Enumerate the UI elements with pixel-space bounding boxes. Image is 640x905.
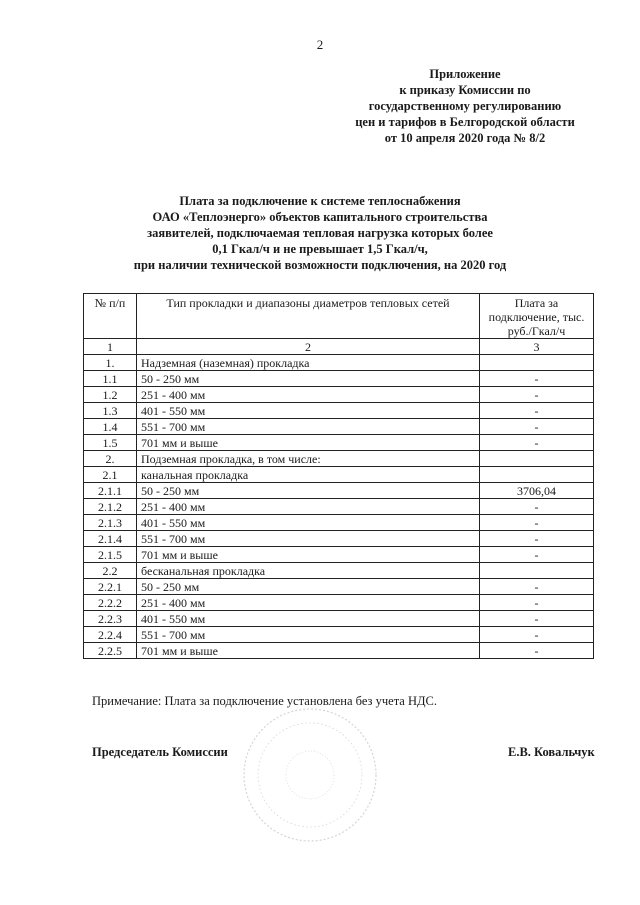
row-fee — [480, 451, 594, 467]
row-type: бесканальная прокладка — [137, 563, 480, 579]
row-fee — [480, 563, 594, 579]
table-row — [84, 595, 594, 611]
row-fee: - — [480, 499, 594, 515]
row-fee: - — [480, 435, 594, 451]
document-title — [110, 193, 530, 273]
row-fee: - — [480, 595, 594, 611]
row-fee: - — [480, 579, 594, 595]
column-number: 3 — [480, 339, 594, 355]
row-type: 50 - 250 мм — [137, 483, 480, 499]
row-type: 701 мм и выше — [137, 643, 480, 659]
column-number: 2 — [137, 339, 480, 355]
row-number: 2.2.5 — [84, 643, 137, 659]
table-row — [84, 483, 594, 499]
row-number: 2. — [84, 451, 137, 467]
title-line: Плата за подключение к системе теплоснабжения — [179, 194, 461, 208]
column-number: 1 — [84, 339, 137, 355]
row-number: 2.2 — [84, 563, 137, 579]
row-number: 2.1.5 — [84, 547, 137, 563]
title-line: 0,1 Гкал/ч и не превышает 1,5 Гкал/ч, — [212, 242, 428, 256]
row-fee: - — [480, 403, 594, 419]
row-fee: - — [480, 515, 594, 531]
appendix-line: от 10 апреля 2020 года № 8/2 — [384, 131, 546, 145]
row-number: 2.2.1 — [84, 579, 137, 595]
title-line: ОАО «Теплоэнерго» объектов капитального строительства — [152, 210, 488, 224]
table-body — [84, 355, 594, 659]
table-header-row — [84, 294, 594, 339]
row-fee: 3706,04 — [480, 483, 594, 499]
row-type: 701 мм и выше — [137, 547, 480, 563]
row-fee — [480, 467, 594, 483]
table-row — [84, 563, 594, 579]
table-row — [84, 515, 594, 531]
appendix-line: государственному регулированию — [368, 99, 562, 113]
row-type: 401 - 550 мм — [137, 611, 480, 627]
table-row — [84, 355, 594, 371]
title-line: заявителей, подключаемая тепловая нагрузка которых более — [147, 226, 493, 240]
table-row — [84, 627, 594, 643]
table-row — [84, 531, 594, 547]
row-type: 50 - 250 мм — [137, 579, 480, 595]
row-type: Надземная (наземная) прокладка — [137, 355, 480, 371]
table-row — [84, 579, 594, 595]
row-type: 251 - 400 мм — [137, 499, 480, 515]
row-type: 701 мм и выше — [137, 435, 480, 451]
fee-table — [83, 293, 594, 659]
column-number-row — [84, 339, 594, 355]
table-row — [84, 387, 594, 403]
table-row — [84, 547, 594, 563]
signature-role: Председатель Комиссии — [92, 745, 228, 759]
row-type: 251 - 400 мм — [137, 595, 480, 611]
row-number: 1.5 — [84, 435, 137, 451]
row-fee: - — [480, 531, 594, 547]
row-fee — [480, 355, 594, 371]
table-row — [84, 435, 594, 451]
row-number: 1. — [84, 355, 137, 371]
table-row — [84, 403, 594, 419]
row-number: 1.4 — [84, 419, 137, 435]
row-number: 2.1.4 — [84, 531, 137, 547]
row-fee: - — [480, 387, 594, 403]
table-row — [84, 643, 594, 659]
row-number: 1.1 — [84, 371, 137, 387]
title-line: при наличии технической возможности подключения, на 2020 год — [133, 258, 507, 272]
row-fee: - — [480, 611, 594, 627]
table-row — [84, 611, 594, 627]
note: Примечание: Плата за подключение установлена без учета НДС. — [92, 694, 437, 708]
official-seal — [240, 705, 380, 845]
row-number: 2.2.2 — [84, 595, 137, 611]
header-number: № п/п — [84, 294, 137, 339]
row-type: 551 - 700 мм — [137, 419, 480, 435]
page-number: 2 — [316, 37, 324, 52]
table-row — [84, 371, 594, 387]
row-type: 401 - 550 мм — [137, 403, 480, 419]
row-number: 2.2.3 — [84, 611, 137, 627]
row-type: 401 - 550 мм — [137, 515, 480, 531]
appendix-line: Приложение — [429, 67, 501, 81]
row-number: 2.1.3 — [84, 515, 137, 531]
table-row — [84, 467, 594, 483]
table-row — [84, 499, 594, 515]
row-fee: - — [480, 547, 594, 563]
row-fee: - — [480, 643, 594, 659]
row-number: 2.2.4 — [84, 627, 137, 643]
header-type: Тип прокладки и диапазоны диаметров тепловых сетей — [137, 294, 480, 339]
row-fee: - — [480, 627, 594, 643]
row-type: 50 - 250 мм — [137, 371, 480, 387]
row-number: 2.1.2 — [84, 499, 137, 515]
row-number: 1.2 — [84, 387, 137, 403]
row-fee: - — [480, 419, 594, 435]
row-number: 1.3 — [84, 403, 137, 419]
row-number: 2.1 — [84, 467, 137, 483]
table-row — [84, 419, 594, 435]
row-type: 551 - 700 мм — [137, 627, 480, 643]
row-type: Подземная прокладка, в том числе: — [137, 451, 480, 467]
appendix-line: к приказу Комиссии по — [399, 83, 531, 97]
signature-name: Е.В. Ковальчук — [508, 745, 595, 759]
row-type: 551 - 700 мм — [137, 531, 480, 547]
row-number: 2.1.1 — [84, 483, 137, 499]
row-type: 251 - 400 мм — [137, 387, 480, 403]
row-type: канальная прокладка — [137, 467, 480, 483]
row-fee: - — [480, 371, 594, 387]
table-row — [84, 451, 594, 467]
appendix-line: цен и тарифов в Белгородской области — [355, 115, 575, 129]
header-fee: Плата за подключение, тыс. руб./Гкал/ч — [480, 294, 594, 339]
appendix-block — [330, 66, 600, 146]
